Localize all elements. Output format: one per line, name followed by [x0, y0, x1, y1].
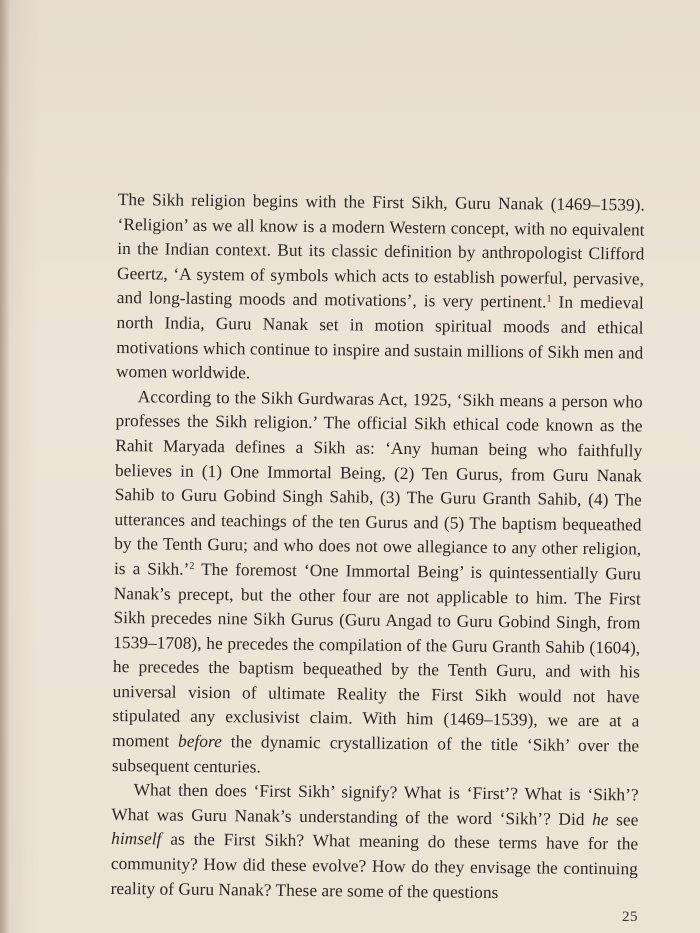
paragraph-3-text-b: see	[608, 810, 639, 830]
body-text	[111, 188, 645, 907]
paragraph-3	[111, 778, 639, 906]
page-number: 25	[622, 909, 638, 925]
paragraph-2-text-b: The foremost ‘One Immortal Being’ is quintessentially Guru Nanak’s precept, but the other four are not applicable to him. The First Sikh precedes nine Sikh Gurus (Guru Angad to Guru Gobind Singh, from 1539–1708), he precedes the compilation of the Guru Granth Sahib (1604), he precedes the baptism bequeathed by the Tenth Guru, and with his universal vision of ultimate Reality the First Sikh would not have stipulated any exclusivist claim. With him (1469–1539), we are at a moment	[112, 559, 642, 751]
footnote-marker-2: 2	[189, 560, 195, 572]
paragraph-3-text-a: What then does ‘First Sikh’ signify? What is ‘First’? What is ‘Sikh’? What was Guru Nanak’s understanding of the word ‘Sikh’? Did	[111, 780, 639, 829]
italic-himself: himself	[111, 829, 162, 849]
paragraph-1	[116, 188, 645, 390]
binding-gutter-shadow	[0, 0, 10, 933]
footnote-marker-1: 1	[546, 293, 552, 305]
paragraph-2	[112, 385, 643, 784]
paragraph-2-text-a: According to the Sikh Gurdwaras Act, 1925, ‘Sikh means a person who professes the Sikh religion.’ The official Sikh ethical code known as the Rahit Maryada defines a Sikh as: ‘Any human being who faithfully believes in (1) One Immortal Being, (2) Ten Gurus, from Guru Nanak Sahib to Guru Gobind Singh Sahib, (3) The Guru Granth Sahib, (4) The utterances and teachings of the ten Gurus and (5) The baptism bequeathed by the Tenth Guru; and who does not owe allegiance to any other religion, is a Sikh.’	[113, 386, 643, 579]
italic-before: before	[177, 731, 222, 752]
paragraph-2-text-c: the dynamic crystallization of the title ‘Sikh’ over the subsequent centuries.	[111, 732, 640, 777]
italic-he: he	[592, 809, 609, 830]
paragraph-3-text-c: as the First Sikh? What meaning do these terms have for the community? How did these evolve? How do they envisage the continuing reality of Guru Nanak? These are some of the questions	[110, 829, 639, 902]
paragraph-1-text-b: In medieval north India, Guru Nanak set in motion spiritual moods and ethical motivations which continue to inspire and sustain millions of Sikh men and women worldwide.	[115, 292, 644, 383]
paragraph-1-text-a: The Sikh religion begins with the First Sikh, Guru Nanak (1469–1539). ‘Religion’ as we all know is a modern Western concept, with no equivalent in the Indian context. But its classic definition by anthropologist Clifford Geertz, ‘A system of symbols which acts to establish powerful, pervasive, and long-lasting moods and motivations’, is very pertinent.	[116, 189, 645, 312]
